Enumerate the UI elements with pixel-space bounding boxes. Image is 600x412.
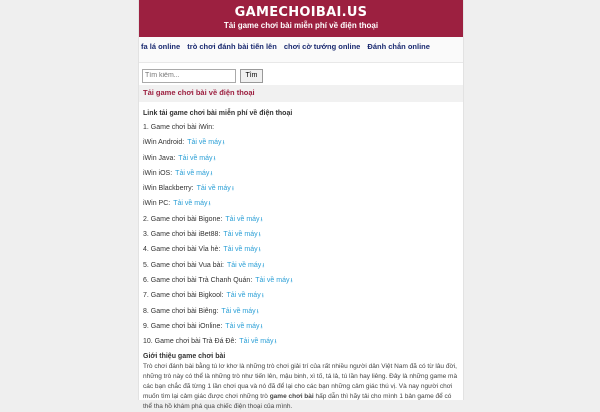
download-link[interactable]: Tải về máy (239, 338, 274, 346)
download-item (143, 307, 459, 322)
download-icon[interactable]: ⭳ (290, 277, 293, 284)
download-heading: Link tải game chơi bài miễn phí về điện thoại (143, 110, 293, 117)
download-icon[interactable]: ⭳ (258, 232, 261, 239)
download-item (143, 215, 459, 230)
download-icon[interactable]: ⭳ (260, 323, 263, 330)
page-container (138, 0, 464, 411)
download-item (143, 184, 459, 199)
download-link[interactable]: Tải về máy (175, 169, 210, 177)
download-icon[interactable]: ⭳ (260, 216, 263, 223)
download-icon[interactable]: ⭳ (256, 308, 259, 315)
download-item-label: 8. Game chơi bài Biêng: (143, 307, 219, 315)
download-link[interactable]: Tải về máy (178, 154, 213, 162)
site-header (139, 0, 463, 37)
main-content (139, 102, 463, 412)
download-item-label: 7. Game chơi bài Bigkool: (143, 292, 224, 300)
download-icon[interactable]: ⭳ (231, 186, 234, 193)
download-item-label: 1. Game chơi bài iWin: (143, 124, 215, 131)
download-icon[interactable]: ⭳ (258, 247, 261, 254)
download-item (143, 154, 459, 169)
download-item-label: iWin Blackberry: (143, 185, 194, 193)
download-item (143, 230, 459, 245)
download-item-label: 6. Game chơi bài Trà Chanh Quán: (143, 276, 253, 284)
download-link[interactable]: Tải về máy (173, 200, 208, 208)
download-icon[interactable]: ⭳ (262, 262, 265, 269)
download-item (143, 337, 459, 352)
download-link[interactable]: Tải về máy (187, 139, 222, 147)
search-button[interactable]: Tìm (240, 69, 262, 83)
download-item (143, 138, 459, 153)
site-title[interactable]: GAMECHOIBAI.US (234, 5, 368, 20)
download-item (143, 322, 459, 337)
download-icon[interactable]: ⭳ (261, 293, 264, 300)
intro-text-1: Trò chơi đánh bài bằng tú lơ khơ là những trò chơi giải trí của rất nhiều người dân Việt Nam đã có từ lâu đời, những trò này có thể là những trò như tiến lên, mậu binh, xì tố, tá lả, tú lần hay liêng. Đây là những game mà các bạn chắc đã từng 1 lần chơi qua và nó đã để lại cho các bạn những cảm giác thú vị. Và nay người chơi muốn tìm lại cảm giác được chơi những trò (143, 363, 458, 401)
download-link[interactable]: Tải về máy (221, 307, 256, 315)
download-item-label: 2. Game chơi bài Bigone: (143, 215, 223, 223)
download-item (143, 123, 459, 138)
download-icon[interactable]: ⭳ (208, 201, 211, 208)
nav-item-danh-chan[interactable]: Đánh chắn online (367, 42, 430, 51)
download-icon[interactable]: ⭳ (222, 140, 225, 147)
download-item-label: 4. Game chơi bài Vỉa hè: (143, 246, 221, 254)
download-item-label: 10. Game chơi bài Trà Đá Đê: (143, 338, 237, 346)
download-link[interactable]: Tải về máy (227, 261, 262, 269)
intro-bold-link[interactable]: game chơi bài (269, 393, 314, 401)
download-item-label: 3. Game chơi bài iBet88: (143, 231, 221, 239)
download-item-label: 5. Game chơi bài Vua bài: (143, 261, 224, 269)
search-bar (139, 63, 463, 85)
download-link[interactable]: Tải về máy (223, 246, 258, 254)
download-link[interactable]: Tải về máy (225, 215, 260, 223)
nav-item-co-tuong[interactable]: chơi cờ tướng online (283, 42, 361, 51)
download-item (143, 169, 459, 184)
download-item-label: iWin iOS: (143, 169, 173, 177)
download-icon[interactable]: ⭳ (274, 339, 277, 346)
intro-heading: Giới thiệu game chơi bài (143, 353, 226, 361)
download-item-label: iWin PC: (143, 200, 171, 208)
top-nav (139, 37, 463, 63)
section-title: Tải game chơi bài về điện thoại (139, 85, 463, 102)
download-icon[interactable]: ⭳ (210, 170, 213, 177)
search-input[interactable] (142, 69, 236, 83)
nav-item-fa-la[interactable]: fa lá online (141, 42, 181, 51)
download-icon[interactable]: ⭳ (213, 155, 216, 162)
download-list (143, 123, 459, 352)
download-link[interactable]: Tải về máy (225, 322, 260, 330)
download-link[interactable]: Tải về máy (223, 231, 258, 239)
nav-item-tien-len[interactable]: trò chơi đánh bài tiến lên (187, 42, 277, 51)
download-item (143, 291, 459, 306)
download-item-label: iWin Android: (143, 139, 185, 147)
download-item (143, 199, 459, 214)
intro-paragraph (143, 362, 459, 412)
download-link[interactable]: Tải về máy (255, 276, 290, 284)
download-item (143, 245, 459, 260)
download-item (143, 276, 459, 291)
download-item-label: iWin Java: (143, 154, 176, 162)
download-link[interactable]: Tải về máy (196, 185, 231, 193)
download-item (143, 261, 459, 276)
download-item-label: 9. Game chơi bài iOnline: (143, 322, 223, 330)
intro-text-2: hấp dẫn thì hãy tải cho mình 1 bản game để có thể tha hồ khám phá qua chiếc điện thoại của mình. (143, 393, 452, 411)
site-tagline: Tải game chơi bài miễn phí về điện thoại (223, 21, 379, 30)
download-link[interactable]: Tải về máy (226, 292, 261, 300)
